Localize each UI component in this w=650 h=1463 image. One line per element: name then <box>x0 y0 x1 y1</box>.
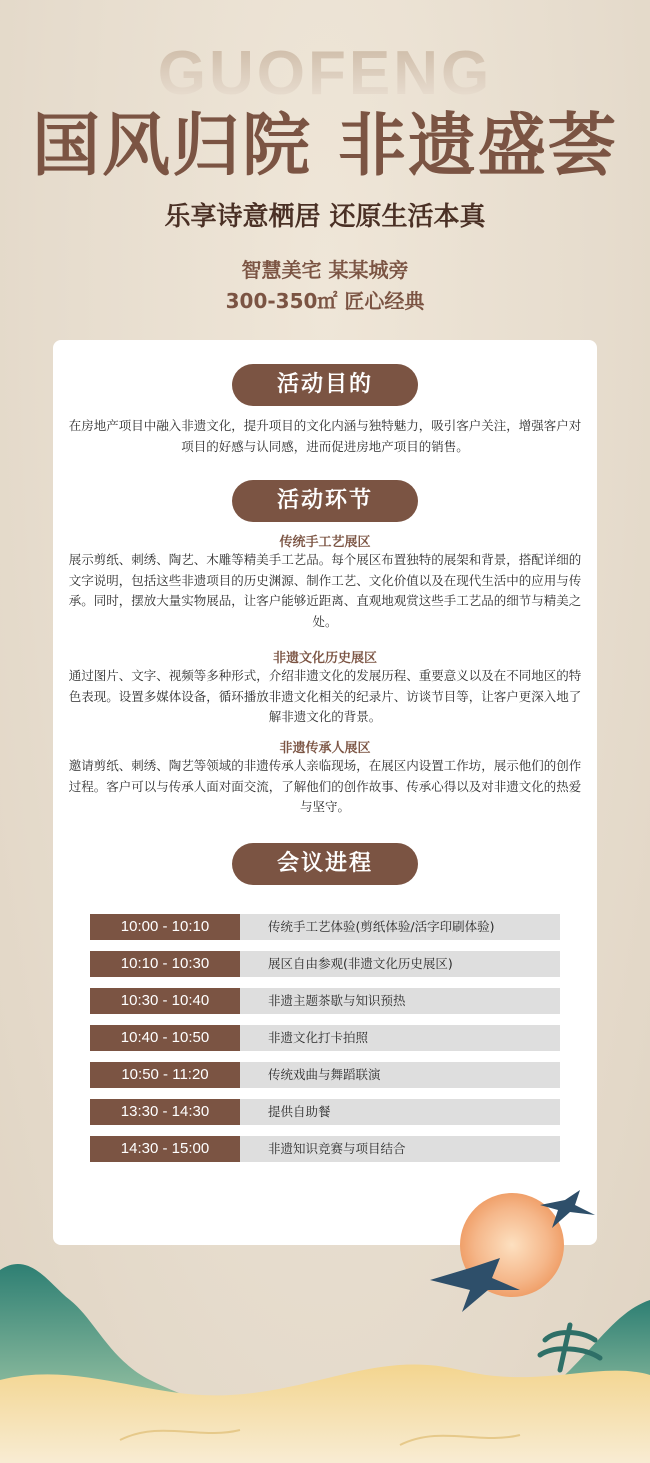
activity-text: 通过图片、文字、视频等多种形式，介绍非遗文化的发展历程、重要意义以及在不同地区的特色表现。设置多媒体设备，循环播放非遗文化相关的纪录片、访谈节目等，让客户更深入地了解非遗文化的背景。 <box>68 668 582 724</box>
section-title-purpose: 活动目的 <box>232 364 418 406</box>
activity-heading: 非遗文化历史展区 <box>272 651 377 666</box>
english-title: GUOFENG <box>0 38 650 109</box>
section-title-activities: 活动环节 <box>232 480 418 522</box>
info-line-location: 智慧美宅 某某城旁 <box>241 258 409 282</box>
schedule-desc: 展区自由参观(非遗文化历史展区) <box>240 951 560 977</box>
schedule-time: 14:30 - 15:00 <box>90 1136 240 1162</box>
schedule-row <box>90 1025 560 1051</box>
schedule-row <box>90 988 560 1014</box>
activity-heading: 传统手工艺展区 <box>279 535 371 550</box>
schedule-time: 10:40 - 10:50 <box>90 1025 240 1051</box>
slogan: 乐享诗意栖居 还原生活本真 <box>164 202 486 232</box>
schedule-desc: 非遗文化打卡拍照 <box>240 1025 560 1051</box>
activity-text: 邀请剪纸、刺绣、陶艺等领域的非遗传承人亲临现场，在展区内设置工作坊，展示他们的创作过程。客户可以与传承人面对面交流，了解他们的创作故事、传承心得以及对非遗文化的热爱与坚守。 <box>68 758 582 814</box>
schedule-desc: 传统戏曲与舞蹈联演 <box>240 1062 560 1088</box>
schedule-time: 13:30 - 14:30 <box>90 1099 240 1125</box>
schedule-desc: 非遗知识竞赛与项目结合 <box>240 1136 560 1162</box>
content-card <box>53 340 597 1245</box>
schedule-time: 10:10 - 10:30 <box>90 951 240 977</box>
main-title: 国风归院 非遗盛荟 <box>32 106 618 186</box>
schedule-row <box>90 1099 560 1125</box>
schedule-desc: 传统手工艺体验(剪纸体验/活字印刷体验) <box>240 914 560 940</box>
schedule-row <box>90 914 560 940</box>
info-line-size: 300-350㎡ 匠心经典 <box>225 289 425 313</box>
schedule-time: 10:30 - 10:40 <box>90 988 240 1014</box>
schedule-time: 10:00 - 10:10 <box>90 914 240 940</box>
schedule-desc: 提供自助餐 <box>240 1099 560 1125</box>
activity-text: 展示剪纸、刺绣、陶艺、木雕等精美手工艺品。每个展区布置独特的展架和背景，搭配详细的文字说明，包括这些非遗项目的历史渊源、制作工艺、文化价值以及在现代生活中的应用与传承。同时，摆放大量实物展品，让客户能够近距离、直观地观赏这些手工艺品的细节与精美之处。 <box>68 552 582 629</box>
schedule-time: 10:50 - 11:20 <box>90 1062 240 1088</box>
purpose-text: 在房地产项目中融入非遗文化，提升项目的文化内涵与独特魅力，吸引客户关注，增强客户对项目的好感与认同感，进而促进房地产项目的销售。 <box>68 418 582 454</box>
activity-heading: 非遗传承人展区 <box>279 741 371 756</box>
schedule-row <box>90 1062 560 1088</box>
schedule-row <box>90 1136 560 1162</box>
section-title-schedule: 会议进程 <box>232 843 418 885</box>
schedule-desc: 非遗主题茶歇与知识预热 <box>240 988 560 1014</box>
schedule-row <box>90 951 560 977</box>
